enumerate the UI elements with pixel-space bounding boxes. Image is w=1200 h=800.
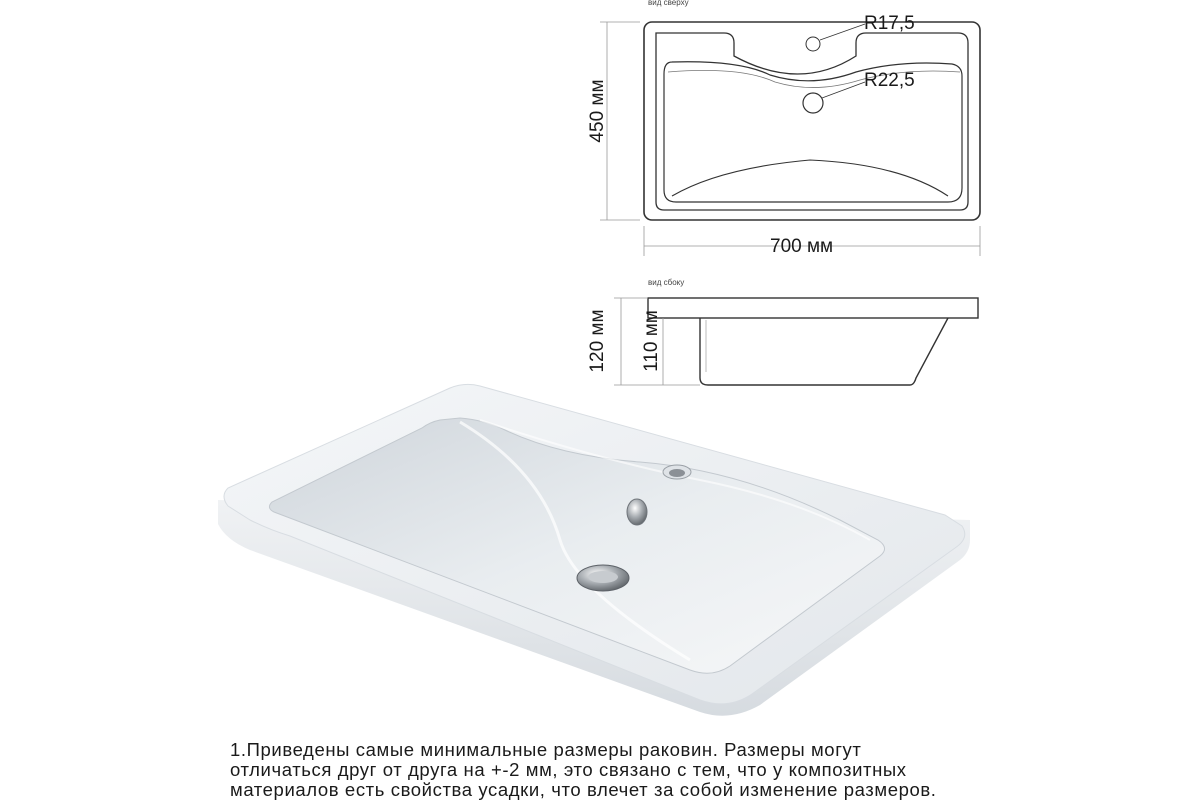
top-view-inner-rim bbox=[656, 33, 968, 210]
depth-dim-label: 450 мм bbox=[587, 79, 608, 143]
top-view-bowl bbox=[664, 62, 962, 202]
top-view-bowl-front-curve bbox=[672, 160, 948, 196]
top-view-drawing bbox=[644, 22, 980, 220]
overflow-render bbox=[627, 499, 647, 525]
dimensions-note: 1.Приведены самые минимальные размеры раковин. Размеры могут отличаться друг от друга на +-2 мм, это связано с тем, что у композитных материалов есть свойства усадки, что влечет за собой изменение размеров. bbox=[230, 739, 937, 800]
overall-height-label: 120 мм bbox=[587, 309, 608, 373]
top-view-outline bbox=[644, 22, 980, 220]
overflow-hole bbox=[803, 93, 823, 113]
side-view-countertop bbox=[648, 298, 978, 318]
radius-small-label: R17,5 bbox=[864, 13, 915, 34]
top-view-label: вид сверху bbox=[648, 0, 689, 7]
side-view-bowl bbox=[700, 318, 948, 385]
sink-render bbox=[218, 384, 970, 715]
side-view-label: вид сбоку bbox=[648, 278, 685, 287]
side-view-drawing bbox=[648, 298, 978, 385]
width-dim-label: 700 мм bbox=[770, 236, 834, 257]
bowl-height-label: 110 мм bbox=[641, 310, 662, 372]
radius-large-label: R22,5 bbox=[864, 70, 915, 91]
faucet-hole bbox=[806, 37, 820, 51]
